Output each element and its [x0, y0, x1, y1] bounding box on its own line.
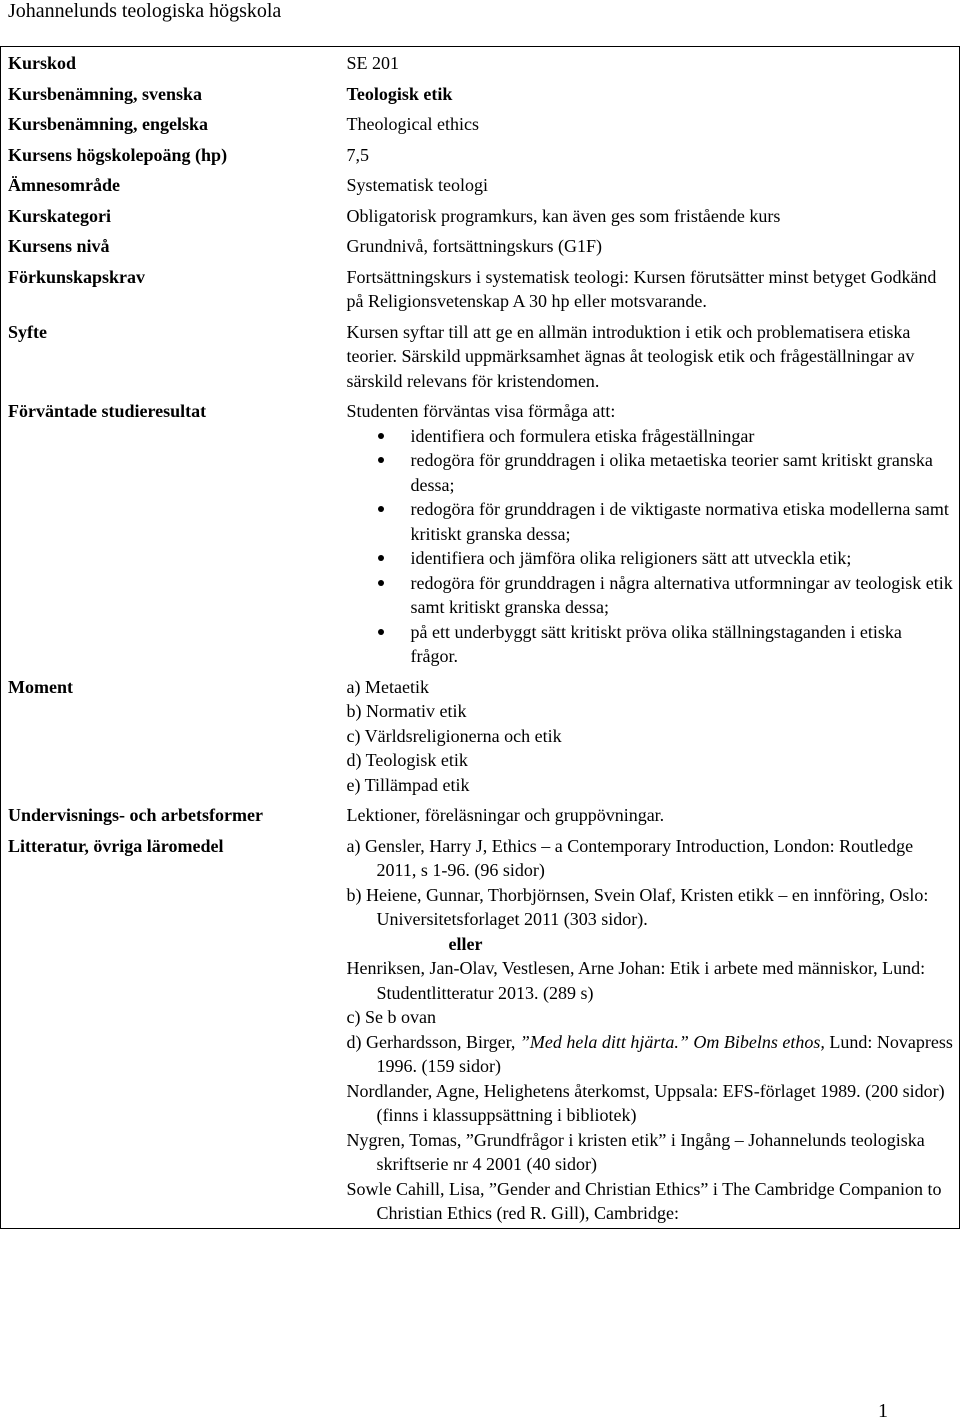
reference-item: Henriksen, Jan-Olav, Vestlesen, Arne Johan: Etik i arbete med människor, Lund: Studentlitteratur 2013. (289 s)	[346, 958, 926, 1003]
row-kurskod	[1, 47, 960, 78]
list-item: redogöra för grunddragen i de viktigaste normativa etiska modellerna samt kritiskt granska dessa;	[411, 497, 954, 546]
institution-header: Johannelunds teologiska högskola	[8, 0, 282, 22]
course-table	[0, 46, 960, 1229]
label-hp: Kursens högskolepoäng (hp)	[8, 144, 228, 165]
reference-item: Nordlander, Agne, Helighetens återkomst, Uppsala: EFS-förlaget 1989. (200 sidor) (finns i klassuppsättning i bibliotek)	[346, 1080, 945, 1125]
moment-item: a) Metaetik	[346, 676, 429, 697]
value-amne: Systematisk teologi	[346, 175, 488, 195]
label-amne: Ämnesområde	[8, 175, 120, 195]
label-namn-sv: Kursbenämning, svenska	[8, 83, 203, 104]
moment-item: c) Världsreligionerna och etik	[346, 725, 562, 746]
row-litteratur	[1, 830, 960, 1229]
value-former: Lektioner, föreläsningar och gruppövningar.	[346, 805, 665, 825]
reference-item	[347, 1030, 954, 1079]
moment-item: b) Normativ etik	[346, 701, 467, 721]
value-namn-en: Theological ethics	[346, 114, 479, 134]
list-item: redogöra för grunddragen i några alternativa utformningar av teologisk etik samt kritiskt granska dessa;	[411, 571, 954, 620]
row-syfte	[1, 316, 960, 396]
row-amne	[1, 169, 960, 200]
value-kategori: Obligatorisk programkurs, kan även ges som fristående kurs	[346, 205, 781, 226]
row-namn-sv	[1, 78, 960, 109]
moment-item: d) Teologisk etik	[346, 750, 468, 770]
row-hp	[1, 139, 960, 170]
label-syfte: Syfte	[8, 321, 47, 342]
list-item: redogöra för grunddragen i olika metaetiska teorier samt kritiskt granska dessa;	[411, 448, 954, 497]
label-resultat: Förväntade studieresultat	[8, 401, 207, 421]
reference-title: ”Med hela ditt hjärta.” Om Bibelns ethos,	[519, 1031, 825, 1052]
reference-item: a) Gensler, Harry J, Ethics – a Contemporary Introduction, London: Routledge 2011, s 1-96. (96 sidor)	[346, 835, 914, 880]
value-kurskod: SE 201	[346, 53, 400, 73]
label-moment: Moment	[8, 676, 73, 697]
label-kurskod: Kurskod	[8, 53, 77, 73]
value-resultat	[340, 395, 960, 671]
row-former	[1, 799, 960, 830]
label-forkunskap: Förkunskapskrav	[8, 266, 146, 287]
value-forkunskap: Fortsättningskurs i systematisk teologi: Kursen förutsätter minst betyget Godkänd på Religionsvetenskap A 30 hp eller motsvarande.	[346, 266, 937, 311]
reference-item: b) Heiene, Gunnar, Thorbjörnsen, Svein Olaf, Kristen etikk – en innföring, Oslo: Universitetsforlaget 2011 (303 sidor).	[346, 884, 929, 929]
row-forkunskap	[1, 261, 960, 316]
reference-publisher: Lund: Novapress 1996. (159 sidor)	[376, 1031, 953, 1076]
list-item: på ett underbyggt sätt kritiskt pröva olika ställningstaganden i etiska frågor.	[411, 620, 954, 669]
resultat-intro: Studenten förväntas visa förmåga att:	[346, 401, 616, 421]
label-niva: Kursens nivå	[8, 236, 110, 256]
row-moment	[1, 671, 960, 800]
label-former: Undervisnings- och arbetsformer	[8, 805, 263, 825]
reference-item: Sowle Cahill, Lisa, ”Gender and Christian Ethics” i The Cambridge Companion to Christian Ethics (red R. Gill), Cambridge:	[346, 1178, 942, 1223]
value-niva: Grundnivå, fortsättningskurs (G1F)	[346, 236, 602, 256]
moment-item: e) Tillämpad etik	[346, 774, 470, 795]
reference-item: Nygren, Tomas, ”Grundfrågor i kristen etik” i Ingång – Johannelunds teologiska skriftserie nr 4 2001 (40 sidor)	[346, 1129, 925, 1174]
value-litteratur	[340, 830, 960, 1229]
row-niva	[1, 230, 960, 261]
row-namn-en	[1, 108, 960, 139]
value-moment	[340, 671, 960, 800]
label-litteratur: Litteratur, övriga läromedel	[8, 835, 224, 856]
page-number: 1	[878, 1400, 888, 1422]
label-kategori: Kurskategori	[8, 205, 111, 226]
reference-or: eller	[448, 933, 483, 954]
list-item: identifiera och jämföra olika religioners sätt att utveckla etik;	[411, 546, 954, 571]
reference-item: c) Se b ovan	[346, 1007, 436, 1027]
resultat-list	[347, 424, 954, 669]
row-resultat	[1, 395, 960, 671]
value-hp: 7,5	[346, 144, 369, 165]
reference-author: d) Gerhardsson, Birger,	[346, 1031, 520, 1052]
label-namn-en: Kursbenämning, engelska	[8, 114, 209, 134]
value-syfte: Kursen syftar till att ge en allmän introduktion i etik och problematisera etiska teorier. Särskild uppmärksamhet ägnas åt teologisk etik och frågeställningar av särskild relevans för kristendomen.	[346, 321, 915, 391]
row-kategori	[1, 200, 960, 231]
value-namn-sv: Teologisk etik	[346, 83, 453, 104]
list-item: identifiera och formulera etiska frågeställningar	[411, 424, 954, 449]
